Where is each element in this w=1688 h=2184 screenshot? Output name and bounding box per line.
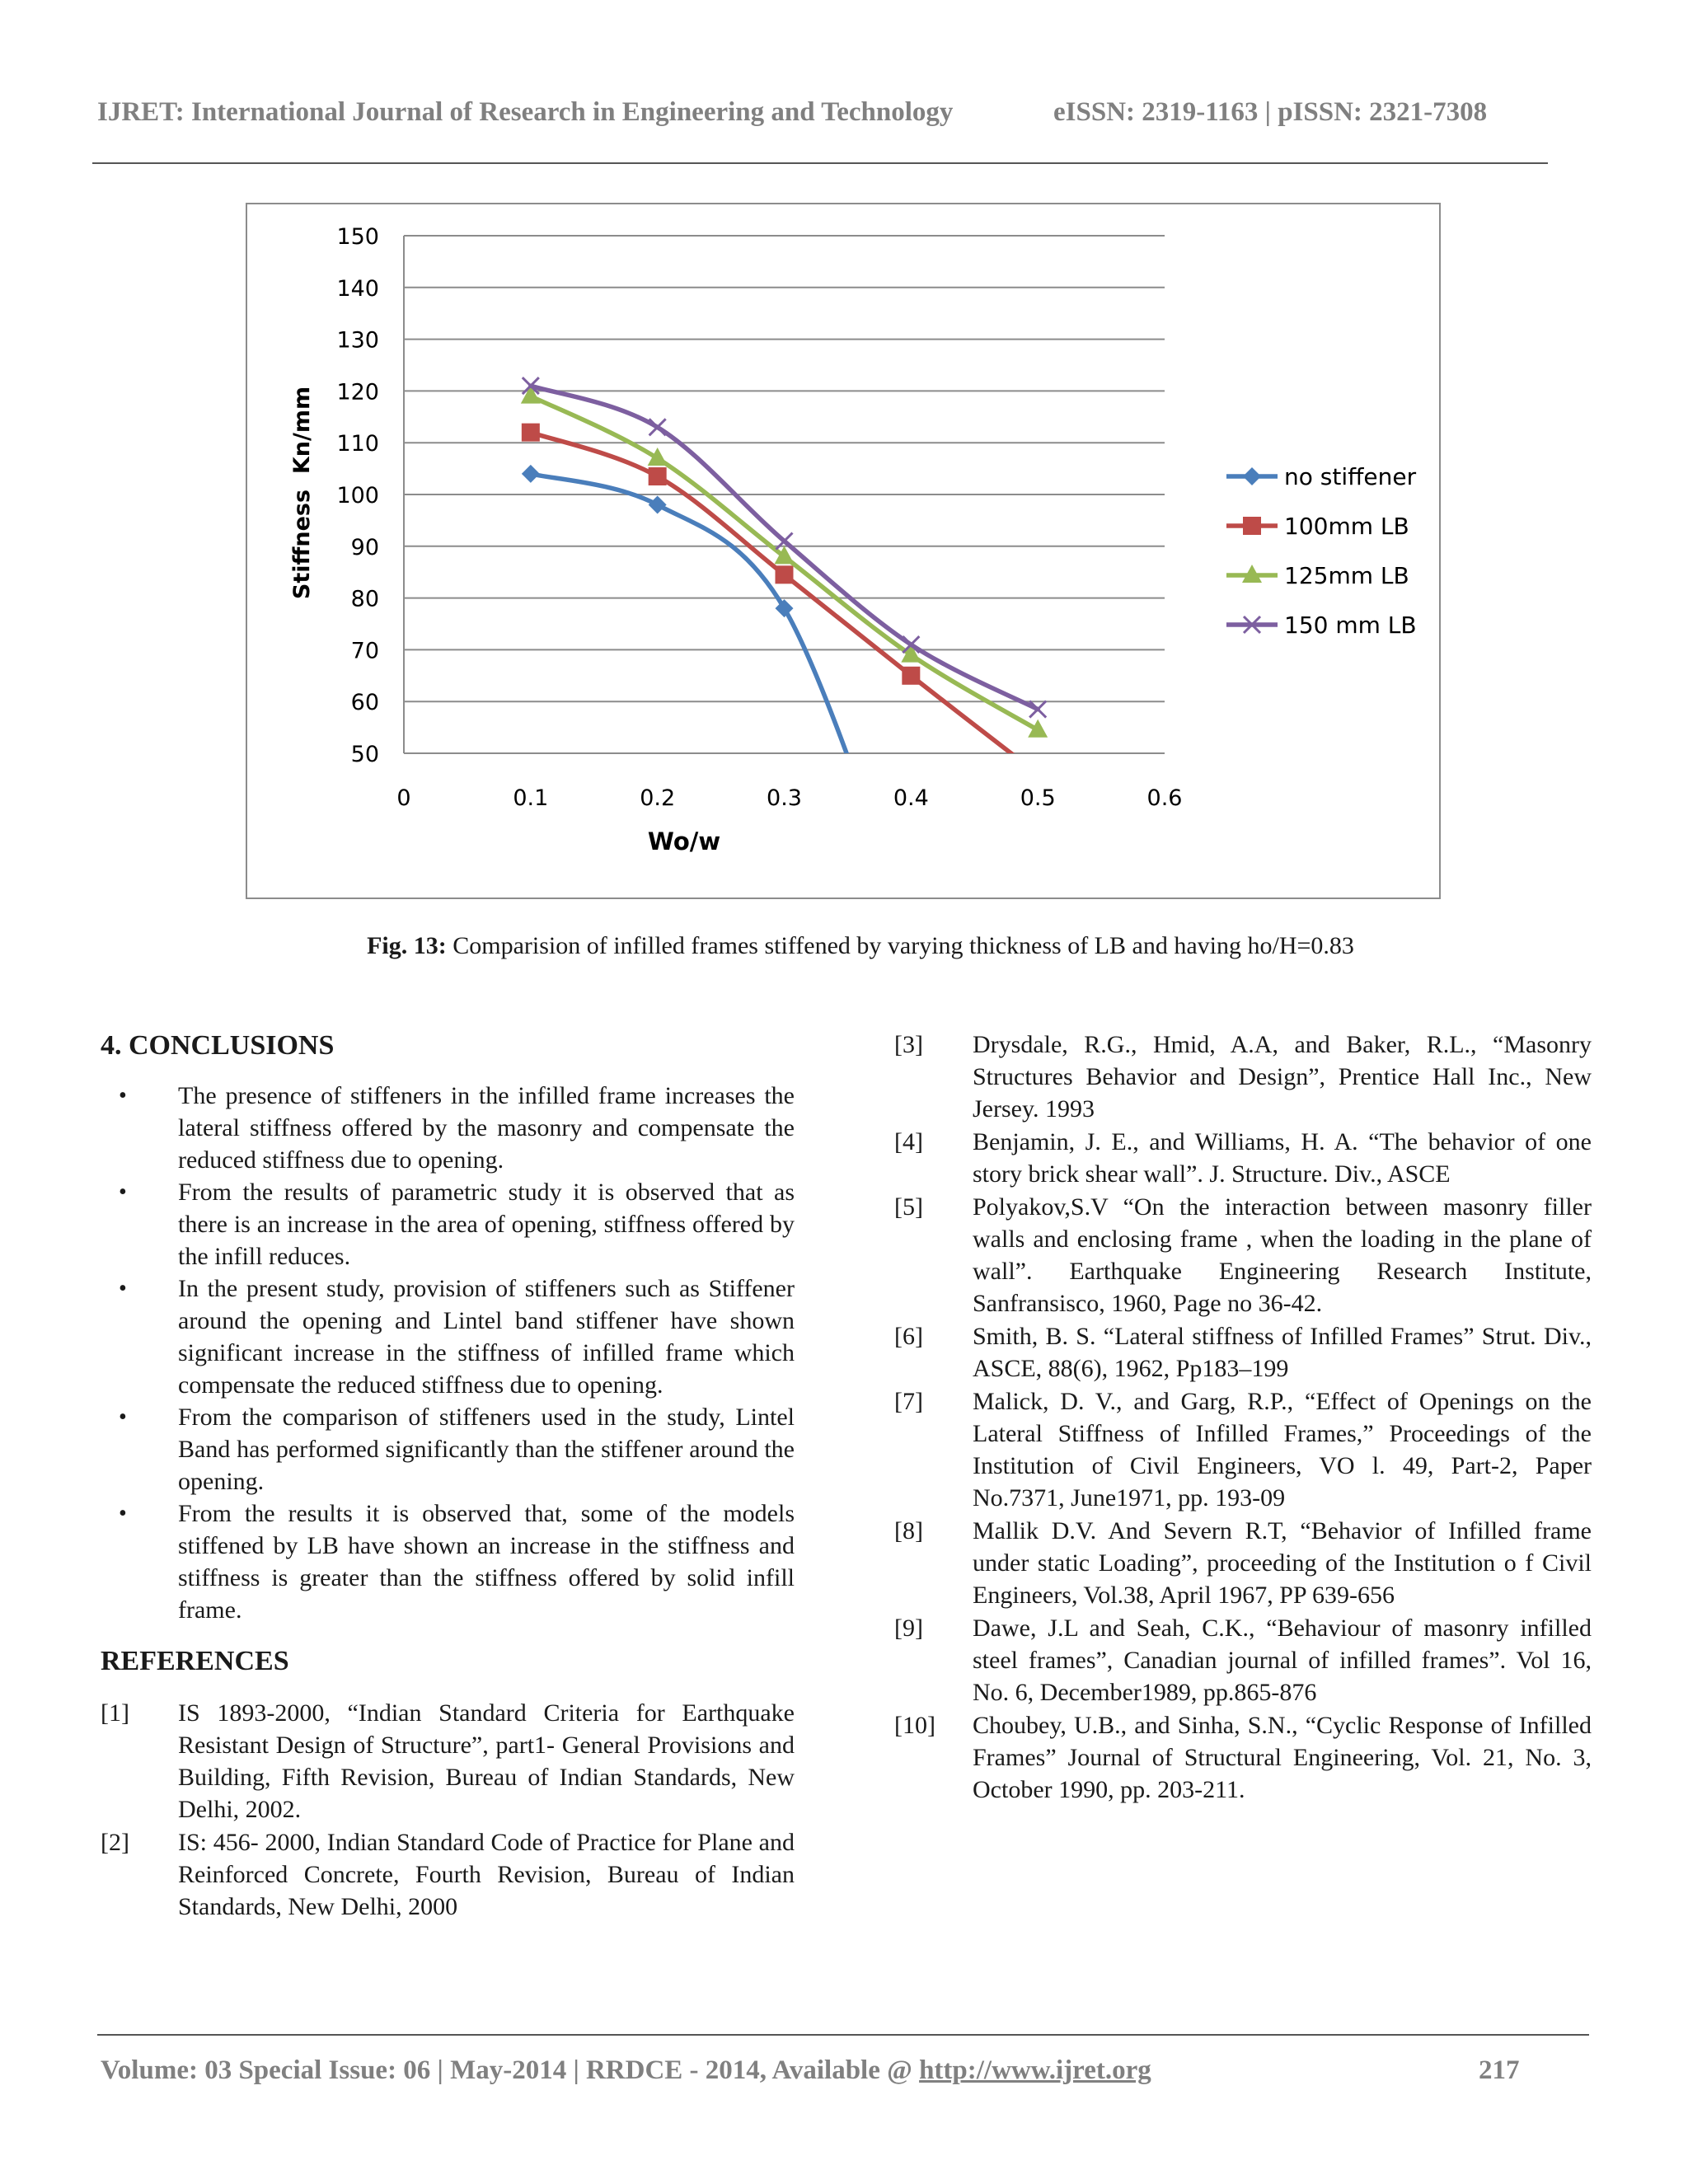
series-lines — [521, 377, 1048, 901]
x-tick-label: 0.6 — [1146, 785, 1183, 811]
reference-text: Malick, D. V., and Garg, R.P., “Effect of Openings on the Lateral Stiffness of Infilled Frames,” Proceedings of the Institution of Civil Engineers, VO l. 49, Part-2, Paper No.7371, June1971, pp. 193-09 — [973, 1388, 1592, 1511]
reference-number: [3] — [894, 1031, 923, 1058]
x-tick-label: 0.4 — [893, 785, 929, 811]
reference-number: [7] — [894, 1388, 923, 1415]
reference-item — [894, 1709, 1592, 1806]
conclusion-item — [101, 1080, 795, 1176]
conclusion-text: From the comparison of stiffeners used in the study, Lintel Band has performed significantly than the stiffener around the opening. — [178, 1404, 795, 1495]
conclusion-text: The presence of stiffeners in the infilled frame increases the lateral stiffness offered by the masonry and compensate the reduced stiffness due to opening. — [178, 1082, 795, 1174]
x-tick-label: 0.2 — [640, 785, 676, 811]
reference-number: [1] — [101, 1699, 129, 1727]
figure-caption-text: Comparision of infilled frames stiffened by varying thickness of LB and having ho/H=0.83 — [446, 932, 1354, 959]
header-rule — [92, 162, 1548, 164]
legend-label: 100mm LB — [1284, 513, 1409, 540]
legend-item — [1226, 513, 1409, 540]
reference-text: Mallik D.V. And Severn R.T, “Behavior of Infilled frame under static Loading”, proceeding of the Institution o f Civil Engineers, Vol.38, April 1967, PP 639-656 — [973, 1517, 1592, 1609]
bullet-icon: • — [119, 1083, 127, 1108]
references-heading: REFERENCES — [101, 1646, 289, 1676]
bullet-icon: • — [119, 1276, 127, 1301]
legend-label: 125mm LB — [1284, 562, 1409, 589]
bullet-icon: • — [119, 1501, 127, 1526]
legend-label: 150 mm LB — [1284, 612, 1417, 639]
y-tick-label: 90 — [350, 534, 379, 560]
stiffness-chart — [247, 204, 1442, 901]
y-tick-label: 80 — [350, 586, 379, 612]
reference-number: [4] — [894, 1128, 923, 1155]
reference-text: IS 1893-2000, “Indian Standard Criteria for Earthquake Resistant Design of Structure”, part1- General Provisions and Building, Fifth Revision, Bureau of Indian Standards, New Delhi, 2002. — [178, 1699, 795, 1823]
data-point — [776, 565, 794, 583]
reference-item — [894, 1191, 1592, 1319]
reference-item — [894, 1126, 1592, 1190]
data-point — [649, 467, 667, 485]
running-header — [97, 97, 1548, 128]
data-point — [902, 667, 920, 685]
conclusion-text: From the results it is observed that, some of the models stiffened by LB have shown an increase in the stiffness and stiffness is greater than the stiffness offered by solid infill frame. — [178, 1500, 795, 1624]
conclusions-list — [101, 1080, 795, 1626]
right-column — [894, 1029, 1592, 1807]
journal-website-link[interactable]: http://www.ijret.org — [919, 2055, 1151, 2085]
reference-item — [894, 1320, 1592, 1385]
y-tick-label: 50 — [350, 742, 379, 767]
running-footer — [101, 2055, 1584, 2086]
x-tick-label: 0.5 — [1020, 785, 1056, 811]
y-tick-label: 130 — [336, 327, 379, 354]
legend — [1226, 463, 1417, 639]
reference-text: Smith, B. S. “Lateral stiffness of Infilled Frames” Strut. Div., ASCE, 88(6), 1962, Pp183–199 — [973, 1323, 1592, 1382]
data-point — [649, 496, 667, 514]
conclusion-item — [101, 1401, 795, 1497]
bullet-icon: • — [119, 1404, 127, 1430]
data-point — [1243, 517, 1261, 535]
legend-item — [1226, 612, 1417, 639]
data-point — [1243, 467, 1261, 485]
footer-rule — [97, 2034, 1589, 2036]
x-tick-label: 0 — [396, 785, 411, 811]
y-tick-label: 60 — [350, 690, 379, 716]
reference-number: [2] — [101, 1829, 129, 1856]
conclusion-item — [101, 1497, 795, 1626]
reference-number: [6] — [894, 1323, 923, 1350]
reference-text: Drysdale, R.G., Hmid, A.A, and Baker, R.L., “Masonry Structures Behavior and Design”, Prentice Hall Inc., New Jersey. 1993 — [973, 1031, 1592, 1122]
data-point — [522, 465, 540, 483]
reference-text: Polyakov,S.V “On the interaction between masonry filler walls and enclosing frame , when the loading in the plane of wall”. Earthquake Engineering Research Institute, Sanfransisco, 1960, Page no 36-42. — [973, 1193, 1592, 1317]
y-tick-label: 110 — [336, 431, 379, 457]
x-tick-label: 0.1 — [513, 785, 549, 811]
footer-volume-info: Volume: 03 Special Issue: 06 | May-2014 | RRDCE - 2014, Available @ — [101, 2055, 920, 2085]
conclusions-heading: 4. CONCLUSIONS — [101, 1030, 335, 1061]
figure-13-chart-frame — [246, 203, 1441, 899]
reference-text: Dawe, J.L and Seah, C.K., “Behaviour of masonry infilled steel frames”, Canadian journal of infilled frames”. Vol 16, No. 6, December1989, pp.865-876 — [973, 1615, 1592, 1706]
data-point — [522, 424, 540, 442]
series-125mm-lb — [521, 386, 1048, 738]
data-point — [649, 419, 666, 435]
data-point — [1029, 701, 1046, 718]
y-tick-label: 100 — [336, 483, 379, 509]
reference-item — [101, 1826, 795, 1923]
conclusion-text: From the results of parametric study it is observed that as there is an increase in the area of opening, stiffness offered by the infill reduces. — [178, 1179, 795, 1270]
reference-number: [10] — [894, 1712, 935, 1739]
conclusion-item — [101, 1272, 795, 1401]
reference-item — [894, 1029, 1592, 1125]
y-tick-label: 120 — [336, 379, 379, 405]
reference-item — [894, 1612, 1592, 1708]
left-column — [101, 1029, 795, 1924]
reference-text: IS: 456- 2000, Indian Standard Code of Practice for Plane and Reinforced Concrete, Fourth Revision, Bureau of Indian Standards, New Delhi, 2000 — [178, 1829, 795, 1920]
x-axis-label: Wo/w — [647, 827, 721, 855]
reference-number: [8] — [894, 1517, 923, 1544]
figure-caption — [0, 932, 1688, 960]
reference-text: Choubey, U.B., and Sinha, S.N., “Cyclic Response of Infilled Frames” Journal of Structural Engineering, Vol. 21, No. 3, October 1990, pp. 203-211. — [973, 1712, 1592, 1803]
conclusion-text: In the present study, provision of stiffeners such as Stiffener around the opening and Lintel band stiffener have shown significant increase in the stiffness of infilled frame which compensate the reduced stiffness due to opening. — [178, 1275, 795, 1399]
legend-label: no stiffener — [1284, 463, 1417, 490]
y-tick-label: 140 — [336, 275, 379, 302]
reference-text: Benjamin, J. E., and Williams, H. A. “The behavior of one story brick shear wall”. J. Structure. Div., ASCE — [973, 1128, 1592, 1188]
grid-lines — [404, 236, 1165, 701]
legend-item — [1226, 463, 1417, 490]
reference-number: [5] — [894, 1193, 923, 1221]
figure-label: Fig. 13: — [367, 932, 447, 959]
journal-title: IJRET: International Journal of Research in Engineering and Technology — [97, 97, 954, 127]
legend-item — [1226, 562, 1409, 589]
y-tick-label: 70 — [350, 638, 379, 664]
reference-number: [9] — [894, 1615, 923, 1642]
x-tick-label: 0.3 — [767, 785, 802, 811]
page-number: 217 — [1479, 2055, 1520, 2085]
reference-item — [894, 1385, 1592, 1514]
y-axis-label: Stiffness Kn/mm — [289, 386, 315, 600]
reference-item — [894, 1515, 1592, 1611]
issn-info: eISSN: 2319-1163 | pISSN: 2321-7308 — [1053, 97, 1488, 127]
series-line — [531, 474, 911, 901]
y-tick-label: 150 — [336, 224, 379, 250]
conclusion-item — [101, 1176, 795, 1272]
bullet-icon: • — [119, 1179, 127, 1205]
reference-item — [101, 1697, 795, 1825]
